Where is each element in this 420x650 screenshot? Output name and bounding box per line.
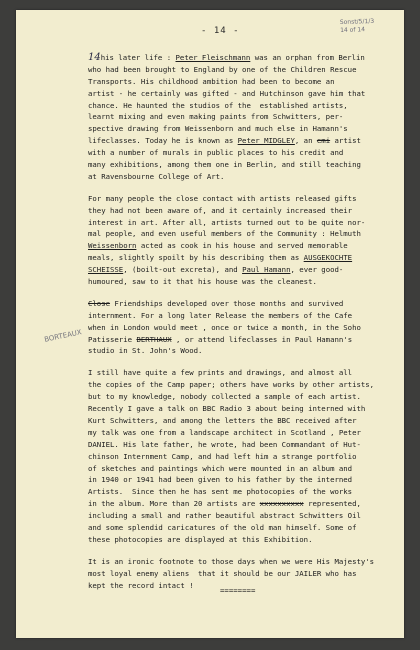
text-line <box>88 217 413 229</box>
paragraph <box>88 193 413 288</box>
text-run: the copies of the Camp paper; others have works by other artists, <box>88 380 375 390</box>
text-run: , or attend lifeclasses in Paul Hamann's <box>171 334 353 344</box>
text-line <box>88 451 413 463</box>
text-line <box>88 111 413 123</box>
handwritten-page-mark: 14 <box>88 52 101 63</box>
text-run: lifeclasses. Today he is known as <box>88 136 238 146</box>
archive-ref-line: Sonst/5/1/3 <box>339 17 375 27</box>
text-line <box>88 498 413 510</box>
text-run: chance. He haunted the studios of the established artists, <box>88 100 348 110</box>
paragraph <box>88 367 413 545</box>
text-line <box>88 52 413 64</box>
text-line <box>88 147 413 159</box>
text-line <box>88 439 413 451</box>
text-line <box>88 334 413 346</box>
body-text <box>88 52 413 591</box>
struck-text: emi <box>316 136 331 146</box>
paragraph-gap <box>88 183 413 193</box>
text-line <box>88 276 413 288</box>
text-run: acted as cook in his house and served memorable <box>136 241 348 251</box>
text-line <box>88 486 413 498</box>
text-run: his later life : <box>100 53 176 62</box>
text-run: these photocopies are displayed at this Exhibition. <box>88 534 313 544</box>
text-line <box>88 568 413 580</box>
text-run: represented, <box>303 499 361 509</box>
text-line <box>88 510 413 522</box>
underlined-text: AUSGEKOCHTE <box>303 253 353 263</box>
text-run: but to my knowledge, nobody collected a sample of each artist. <box>88 392 361 402</box>
text-line <box>88 556 413 568</box>
text-run: was an orphan from Berlin <box>250 53 365 62</box>
text-line <box>88 322 413 334</box>
text-line <box>88 474 413 486</box>
text-line <box>88 522 413 534</box>
text-run: who had been brought to England by one of the Children Rescue <box>88 64 357 74</box>
text-line <box>88 403 413 415</box>
text-run: humoured, saw to it that his house was the cleanest. <box>88 277 317 287</box>
underlined-text: Peter MIDGLEY <box>237 136 295 146</box>
text-run: Artists. Since then he has sent me photocopies of the works <box>88 487 353 497</box>
text-line <box>88 228 413 240</box>
text-line <box>88 463 413 475</box>
text-line <box>88 123 413 135</box>
text-run: when in London would meet , once or twice a month, in the Soho <box>88 322 361 332</box>
text-run: they had not been aware of, and it certainly increased their <box>88 205 353 215</box>
text-run: , ever good- <box>290 265 344 275</box>
text-run: It is an ironic footnote to those days when we were His Majesty's <box>88 556 375 566</box>
text-run: internment. For a long later Release the members of the Cafe <box>88 310 353 320</box>
underlined-text: Peter Fleischmann <box>175 53 251 62</box>
text-run: DANIEL. His late father, he wrote, had been Commandant of Hut- <box>88 439 361 449</box>
text-run: , (boilt-out excreta), and <box>123 265 243 275</box>
text-run: mal people, and even useful members of the Community : Helmuth <box>88 229 361 239</box>
text-line <box>88 135 413 147</box>
struck-text: BERTHAUX <box>136 334 172 344</box>
text-run: Kurt Schwitters, and among the letters the BBC received after <box>88 415 357 425</box>
text-line <box>88 159 413 171</box>
paragraph <box>88 52 413 183</box>
underlined-text: Weissenborn <box>88 241 137 251</box>
text-line <box>88 64 413 76</box>
end-rule: ======== <box>220 586 256 595</box>
text-run: chinson Internment Camp, and had left him a strange portfolio <box>88 451 357 461</box>
text-line <box>88 415 413 427</box>
text-line <box>88 264 413 276</box>
paragraph-gap <box>88 546 413 556</box>
text-line <box>88 379 413 391</box>
text-run: at Ravensbourne College of Art. <box>88 171 225 181</box>
text-run: and some splendid caricatures of the old man himself. Some of <box>88 522 357 532</box>
text-line <box>88 298 413 310</box>
text-run: learnt mixing and even making paints from Schwitters, per- <box>88 112 344 122</box>
paragraph <box>88 298 413 357</box>
text-line <box>88 252 413 264</box>
text-line <box>88 367 413 379</box>
text-run: Recently I gave a talk on BBC Radio 3 about being interned with <box>88 404 366 414</box>
underlined-text: SCHEISSE <box>88 265 124 275</box>
handwritten-margin-note: BORTEAUX <box>43 328 83 344</box>
archive-ref-line: 14 of 14 <box>340 26 366 35</box>
page-number: - 14 - <box>201 26 240 36</box>
paragraph-gap <box>88 357 413 367</box>
text-run: with a number of murals in public places to his credit and <box>88 148 344 158</box>
struck-text: xxxxxxxxxx <box>259 499 304 509</box>
text-line <box>88 391 413 403</box>
text-line <box>88 427 413 439</box>
text-run: Transports. His childhood ambition had been to become an <box>88 76 335 86</box>
text-run: Friendships developed over those months and survived <box>110 298 344 308</box>
text-run: many exhibitions, among them one in Berlin, and still teaching <box>88 160 361 170</box>
text-run: For many people the close contact with artists released gifts <box>88 193 357 203</box>
text-line <box>88 345 413 357</box>
text-line <box>88 534 413 546</box>
archive-reference <box>340 17 401 35</box>
text-run: most loyal enemy aliens that it should be our JAILER who has <box>88 568 357 578</box>
text-run: kept the record intact ! <box>88 580 194 590</box>
underlined-text: Paul Hamann <box>242 265 291 275</box>
text-run: , an <box>294 136 317 146</box>
text-run: including a small and rather beautiful abstract Schwitters Oil <box>88 511 361 521</box>
text-line <box>88 88 413 100</box>
text-run: I still have quite a few prints and drawings, and almost all <box>88 368 353 378</box>
text-line <box>88 193 413 205</box>
struck-text: Close <box>88 298 111 308</box>
text-run: in 1940 or 1941 had been given to his father by the interned <box>88 475 353 485</box>
text-run: of sketches and paintings which were mounted in an album and <box>88 463 353 473</box>
text-line <box>88 240 413 252</box>
text-run: artist - he certainly was gifted - and Hutchinson gave him that <box>88 88 366 98</box>
document-page <box>16 10 404 638</box>
text-run: spective drawing from Weissenborn and much else in Hamann's <box>88 124 348 134</box>
text-line <box>88 76 413 88</box>
text-run: meals, slightly spoilt by his describing them as <box>88 253 304 263</box>
text-run: my talk was one from a landscape architect in Scotland , Peter <box>88 427 361 437</box>
text-run: Patisserie <box>88 334 137 344</box>
text-line <box>88 310 413 322</box>
paragraph-gap <box>88 288 413 298</box>
text-run: artist <box>330 136 361 146</box>
text-line <box>88 171 413 183</box>
text-line <box>88 205 413 217</box>
text-run: studio in St. John's Wood. <box>88 346 203 356</box>
text-line <box>88 100 413 112</box>
text-run: in the album. More than 20 artists are <box>88 499 260 509</box>
text-run: interest in art. After all, artists turned out to be quite nor- <box>88 217 366 227</box>
